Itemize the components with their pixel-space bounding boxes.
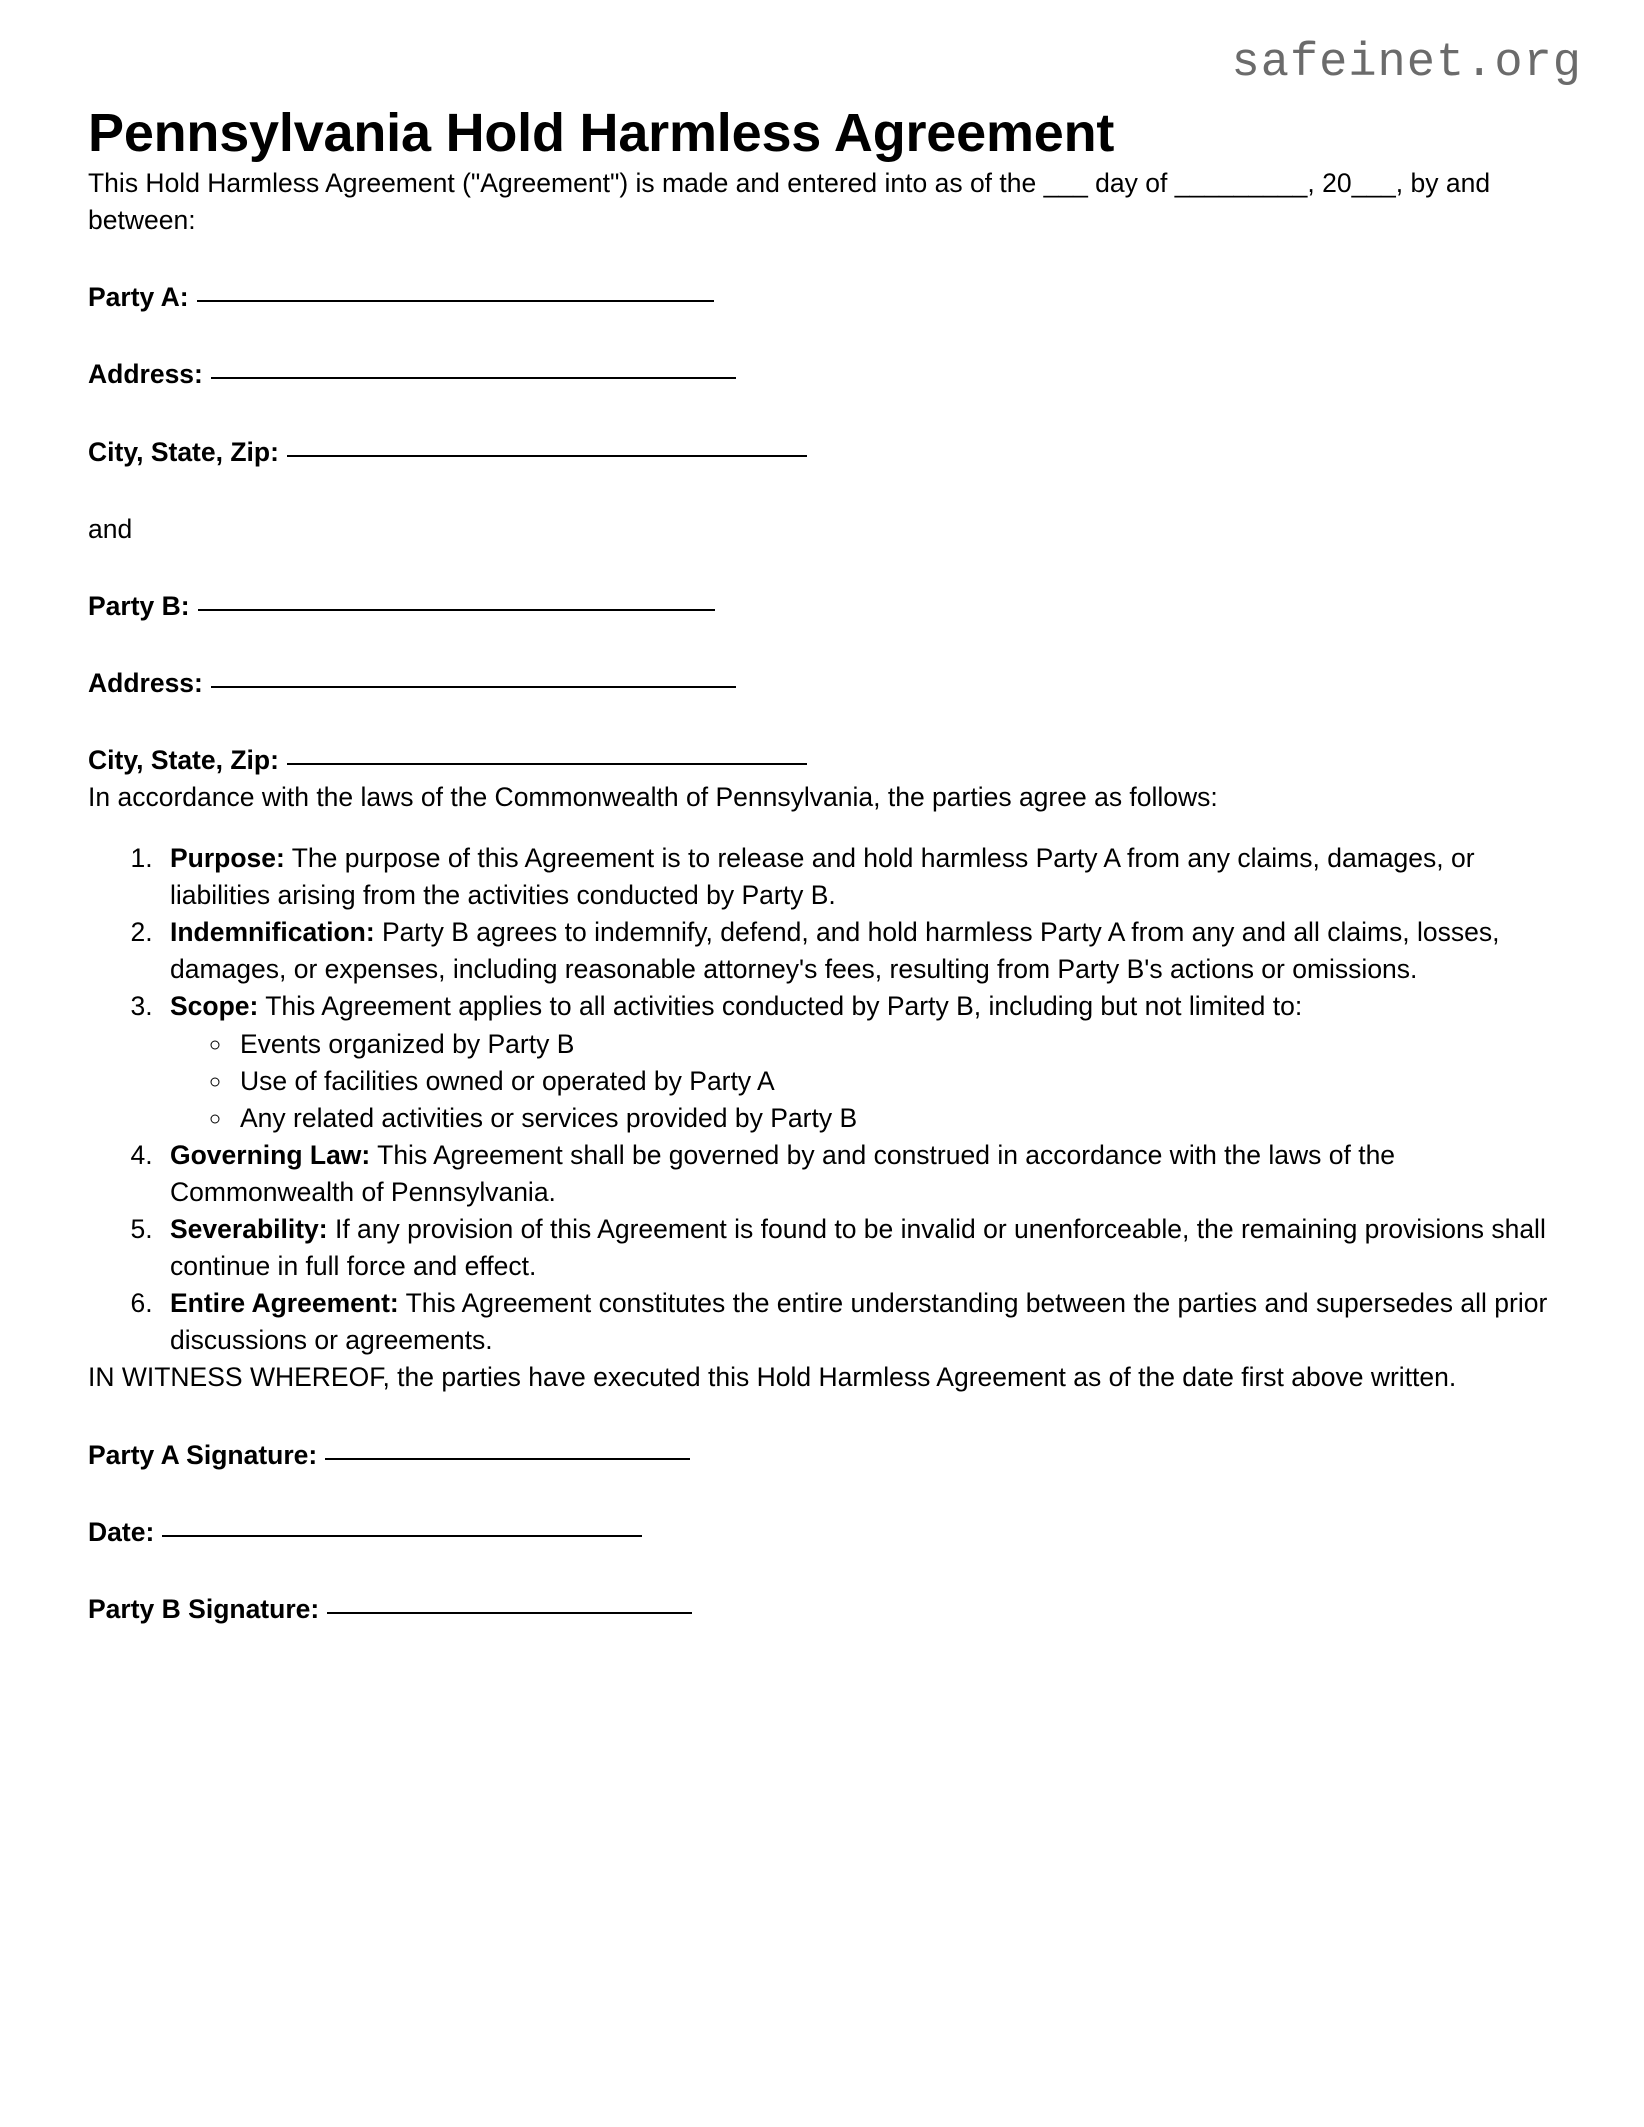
party-a-signature-field[interactable] xyxy=(88,1437,1566,1474)
clause-term: Severability: xyxy=(170,1214,328,1245)
clause-subitem: ◦ Events organized by Party B xyxy=(234,1026,1566,1063)
clause-item xyxy=(160,1211,1566,1285)
party-b-name-label: Party B: xyxy=(88,590,190,621)
clause-text: Party B agrees to indemnify, defend, and hold harmless Party A from any and all claims, losses, damages, or expenses, including reasonable attorney's fees, resulting from Party B's actions or omissions. xyxy=(170,917,1500,985)
party-b-signature-field[interactable] xyxy=(88,1591,1566,1628)
clause-term: Purpose: xyxy=(170,843,285,874)
signature-block xyxy=(88,1437,1566,1628)
date-field[interactable] xyxy=(88,1514,1566,1551)
clause-list xyxy=(88,840,1566,1359)
witness-paragraph: IN WITNESS WHEREOF, the parties have executed this Hold Harmless Agreement as of the date first above written. xyxy=(88,1362,1457,1393)
party-b-city-state-zip-label: City, State, Zip: xyxy=(88,744,279,775)
clause-text: This Agreement constitutes the entire understanding between the parties and supersedes all prior discussions or agreements. xyxy=(170,1288,1548,1356)
clause-text: This Agreement shall be governed by and construed in accordance with the laws of the Commonwealth of Pennsylvania. xyxy=(170,1139,1396,1207)
party-a-address-rule[interactable] xyxy=(211,377,736,379)
party-a-address-field[interactable] xyxy=(88,356,1566,393)
date-label: Date: xyxy=(88,1516,155,1547)
party-b-name-rule[interactable] xyxy=(198,609,715,611)
clause-item xyxy=(160,1137,1566,1211)
party-b-city-state-zip-field[interactable] xyxy=(88,742,1566,779)
clause-term: Entire Agreement: xyxy=(170,1288,399,1319)
site-watermark: safeinet.org xyxy=(1231,37,1582,90)
clause-term: Indemnification: xyxy=(170,917,375,948)
party-a-city-state-zip-label: City, State, Zip: xyxy=(88,436,279,467)
party-b-city-state-zip-rule[interactable] xyxy=(287,763,807,765)
party-a-city-state-zip-field[interactable] xyxy=(88,434,1566,471)
clause-text: This Agreement applies to all activities conducted by Party B, including but not limited to: xyxy=(258,991,1303,1022)
party-a-signature-label: Party A Signature: xyxy=(88,1439,318,1470)
clause-text: If any provision of this Agreement is found to be invalid or unenforceable, the remaining provisions shall continue in full force and effect. xyxy=(170,1214,1546,1282)
intro-paragraph: This Hold Harmless Agreement ("Agreement") is made and entered into as of the ___ day of _________, 20___, by and between: xyxy=(88,168,1491,236)
clause-item xyxy=(160,1285,1566,1359)
conjunction-and: and xyxy=(88,513,133,544)
party-b-signature-label: Party B Signature: xyxy=(88,1593,320,1624)
party-a-city-state-zip-rule[interactable] xyxy=(287,455,807,457)
page-title: Pennsylvania Hold Harmless Agreement xyxy=(88,103,1115,163)
party-a-name-label: Party A: xyxy=(88,282,189,313)
accordance-paragraph: In accordance with the laws of the Commonwealth of Pennsylvania, the parties agree as follows: xyxy=(88,782,1218,813)
party-b-address-label: Address: xyxy=(88,667,203,698)
date-rule[interactable] xyxy=(162,1535,642,1537)
party-a-name-field[interactable] xyxy=(88,279,1566,316)
clause-subitem: ◦ Use of facilities owned or operated by Party A xyxy=(234,1063,1566,1100)
clause-sublist xyxy=(170,1026,1566,1137)
party-b-name-field[interactable] xyxy=(88,588,1566,625)
party-b-address-rule[interactable] xyxy=(211,686,736,688)
party-a-signature-rule[interactable] xyxy=(325,1458,690,1460)
party-b-signature-rule[interactable] xyxy=(327,1612,692,1614)
party-a-address-label: Address: xyxy=(88,359,203,390)
clause-item xyxy=(160,840,1566,914)
clause-term: Scope: xyxy=(170,991,259,1022)
clause-text: The purpose of this Agreement is to release and hold harmless Party A from any claims, damages, or liabilities arising from the activities conducted by Party B. xyxy=(170,843,1475,911)
party-b-address-field[interactable] xyxy=(88,665,1566,702)
party-a-name-rule[interactable] xyxy=(197,300,714,302)
clause-subitem: ◦ Any related activities or services provided by Party B xyxy=(234,1100,1566,1137)
clause-term: Governing Law: xyxy=(170,1139,371,1170)
clause-item xyxy=(160,988,1566,1136)
clause-item xyxy=(160,914,1566,988)
